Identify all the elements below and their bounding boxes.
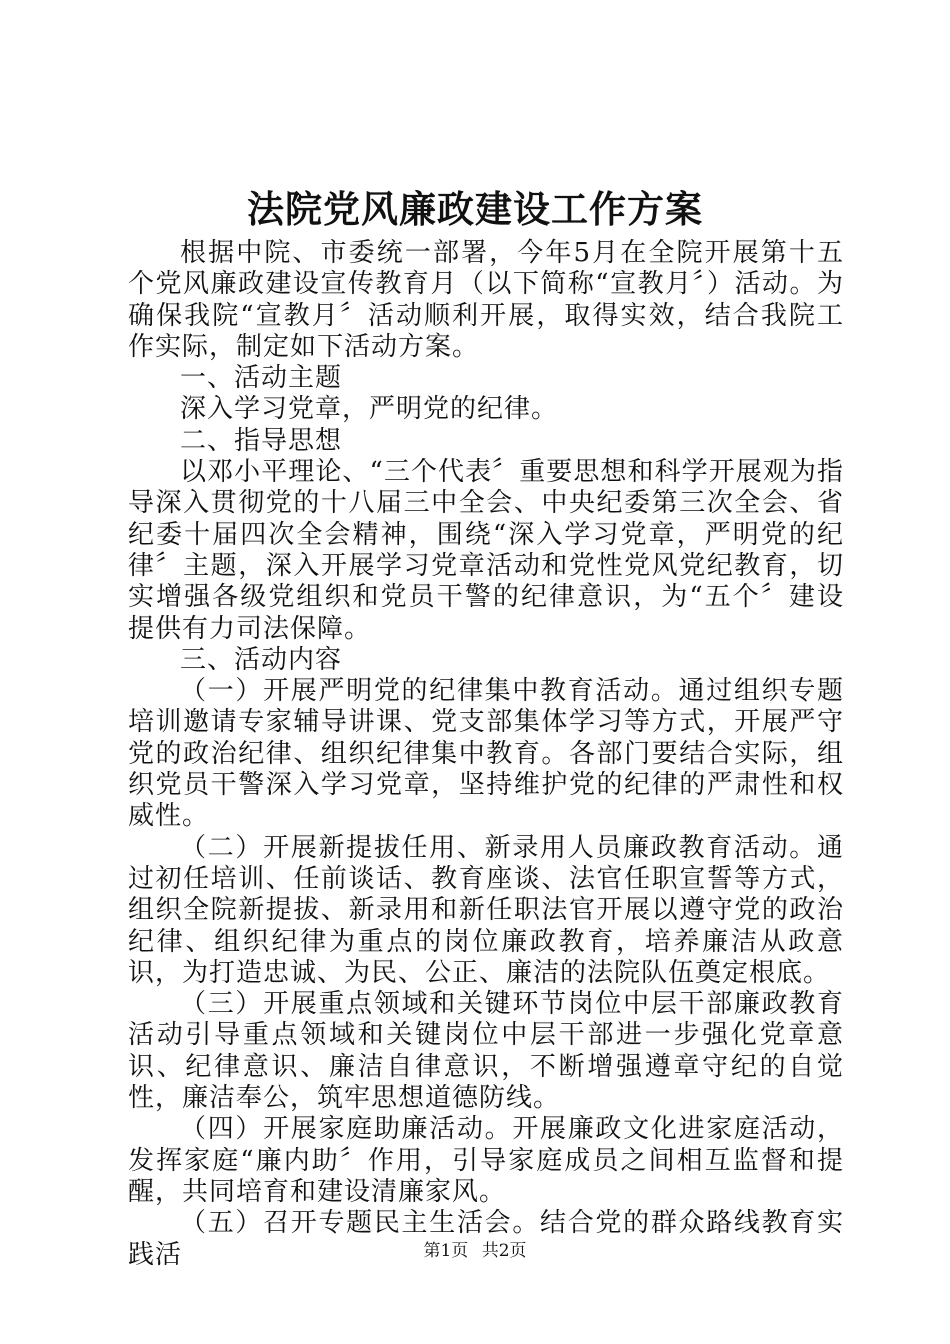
page-footer xyxy=(0,1240,950,1262)
page-total: 共2页 xyxy=(481,1241,527,1261)
content-item-3: （三）开展重点领域和关键环节岗位中层干部廉政教育活动引导重点领域和关键岗位中层干部进一步强化党章意识、纪律意识、廉洁自律意识，不断增强遵章守纪的自觉性，廉洁奉公，筑牢思想道德防线。 xyxy=(128,989,844,1114)
page-number: 第1页 xyxy=(423,1241,469,1261)
intro-paragraph: 根据中院、市委统一部署，今年5月在全院开展第十五个党风廉政建设宣传教育月（以下简称“宣教月〞）活动。为确保我院“宣教月〞活动顺利开展，取得实效，结合我院工作实际，制定如下活动方案。 xyxy=(128,238,844,362)
content-item-2: （二）开展新提拔任用、新录用人员廉政教育活动。通过初任培训、任前谈话、教育座谈、法官任职宣誓等方式，组织全院新提拔、新录用和新任职法官开展以遵守党的政治纪律、组织纪律为重点的岗位廉政教育，培养廉洁从政意识，为打造忠诚、为民、公正、廉洁的法院队伍奠定根底。 xyxy=(128,832,844,988)
document-title: 法院党风廉政建设工作方案 xyxy=(247,187,703,231)
section-heading-activity-content: 三、活动内容 xyxy=(180,644,343,675)
content-item-5: （五）召开专题民主生活会。结合党的群众路线教育实践活 xyxy=(128,1208,844,1270)
section-heading-guiding-thought: 二、指导思想 xyxy=(180,425,343,456)
document-body xyxy=(128,238,844,1271)
content-item-4: （四）开展家庭助廉活动。开展廉政文化进家庭活动，发挥家庭“廉内助〞作用，引导家庭成员之间相互监督和提醒，共同培育和建设清廉家风。 xyxy=(128,1114,844,1207)
guiding-thought-paragraph: 以邓小平理论、“三个代表〞重要思想和科学开展观为指导深入贯彻党的十八届三中全会、中央纪委第三次全会、省纪委十届四次全会精神，围绕“深入学习党章，严明党的纪律〞主题，深入开展学习党章活动和党性党风党纪教育，切实增强各级党组织和党员干警的纪律意识，为“五个〞建设提供有力司法保障。 xyxy=(128,457,844,644)
section-heading-theme: 一、活动主题 xyxy=(180,363,343,394)
theme-paragraph: 深入学习党章，严明党的纪律。 xyxy=(180,394,559,425)
content-item-1: （一）开展严明党的纪律集中教育活动。通过组织专题培训邀请专家辅导讲课、党支部集体学习等方式，开展严守党的政治纪律、组织纪律集中教育。各部门要结合实际，组织党员干警深入学习党章，坚持维护党的纪律的严肃性和权威性。 xyxy=(128,676,844,832)
